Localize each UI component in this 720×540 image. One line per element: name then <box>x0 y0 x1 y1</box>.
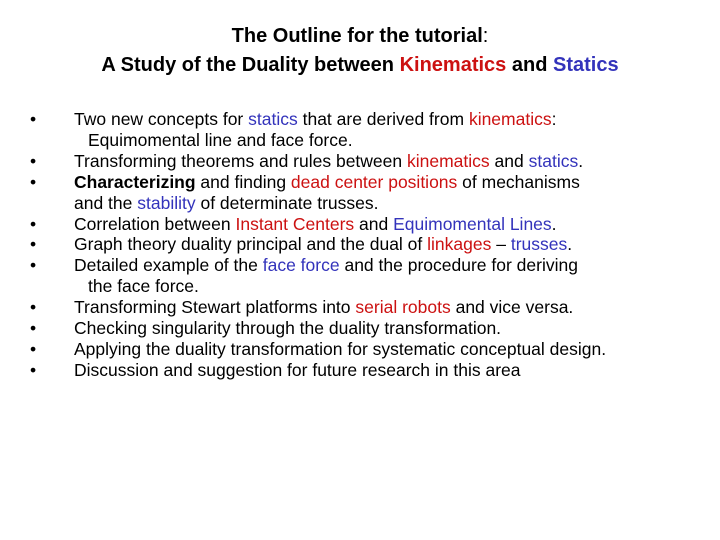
bullet-text-segment: and the <box>74 192 138 213</box>
bullet-text-segment: that are derived from <box>297 109 469 129</box>
bullet-item <box>30 214 710 235</box>
bullet-text-segment: and <box>354 213 394 234</box>
bullet-text-segment: Discussion and suggestion for future research in this area <box>74 359 521 380</box>
bullet-item <box>30 297 710 318</box>
bullet-text-segment: stability <box>137 192 196 213</box>
bullet-text-segment: Checking singularity through the duality transformation. <box>74 318 502 339</box>
bullet-text-segment: serial robots <box>355 297 451 318</box>
bullet-dot-icon: • <box>30 234 37 255</box>
bullet-text-segment: Two new concepts for <box>74 109 249 129</box>
bullet-continuation: Equimomental line and face force. <box>88 129 353 150</box>
bullet-text-segment: Equimomental Lines <box>393 213 552 234</box>
bullet-text-segment: and <box>489 150 529 171</box>
bullet-text-segment: of mechanisms <box>457 171 580 192</box>
bullet-item <box>30 109 710 151</box>
bullet-dot-icon: • <box>30 297 37 318</box>
title-kinematics: Kinematics <box>399 54 507 76</box>
bullet-text-segment: linkages <box>427 234 492 255</box>
bullet-text-segment: . <box>551 213 557 234</box>
bullet-text-segment: . <box>578 150 584 171</box>
bullet-text-segment: statics <box>528 150 579 171</box>
bullet-text-segment: and finding <box>195 171 291 192</box>
bullet-item <box>30 360 710 381</box>
bullet-text-segment: Characterizing <box>74 171 196 192</box>
bullet-item <box>30 234 710 255</box>
bullet-text-segment: trusses <box>510 234 568 255</box>
bullet-dot-icon: • <box>30 109 37 129</box>
bullet-text-segment: face force <box>262 255 340 276</box>
bullet-item <box>30 339 710 360</box>
bullet-text-segment: Applying the duality transformation for systematic conceptual design. <box>74 338 607 359</box>
bullet-text-segment: statics <box>248 109 298 129</box>
slide-title <box>0 22 720 80</box>
bullet-dot-icon: • <box>30 318 37 339</box>
bullet-continuation <box>74 193 378 213</box>
title-statics: Statics <box>552 54 619 76</box>
bullet-text-segment: Detailed example of the <box>74 255 263 276</box>
bullet-text-segment: kinematics <box>468 109 552 129</box>
bullet-item <box>30 318 710 339</box>
bullet-text-segment: : <box>551 109 557 129</box>
bullet-continuation: the face force. <box>88 276 199 297</box>
bullet-item <box>30 151 710 172</box>
bullet-text-segment: Graph theory duality principal and the dual of <box>74 234 428 255</box>
bullet-dot-icon: • <box>30 150 37 171</box>
bullet-dot-icon: • <box>30 213 37 234</box>
title-line-1: The Outline for the tutorial: <box>231 25 489 47</box>
bullet-dot-icon: • <box>30 338 37 359</box>
bullet-text-segment: dead center positions <box>290 171 458 192</box>
bullet-dot-icon: • <box>30 359 37 380</box>
title-line-2: A Study of the Duality between Kinematics and Statics <box>101 54 619 76</box>
bullet-list <box>30 109 710 381</box>
bullet-dot-icon: • <box>30 255 37 276</box>
bullet-text-segment: Transforming theorems and rules between <box>74 150 407 171</box>
bullet-text-segment: of determinate trusses. <box>195 192 379 213</box>
bullet-text-segment: . <box>567 234 573 255</box>
bullet-text-segment: – <box>491 234 511 255</box>
bullet-text-segment: Correlation between <box>74 213 236 234</box>
bullet-dot-icon: • <box>30 171 37 192</box>
bullet-item <box>30 172 710 214</box>
bullet-text-segment: and vice versa. <box>450 297 574 318</box>
bullet-text-segment: Transforming Stewart platforms into <box>74 297 356 318</box>
bullet-text-segment: kinematics <box>407 150 490 171</box>
bullet-text-segment: Instant Centers <box>235 213 355 234</box>
bullet-text-segment: and the procedure for deriving <box>339 255 578 276</box>
bullet-item <box>30 255 710 297</box>
